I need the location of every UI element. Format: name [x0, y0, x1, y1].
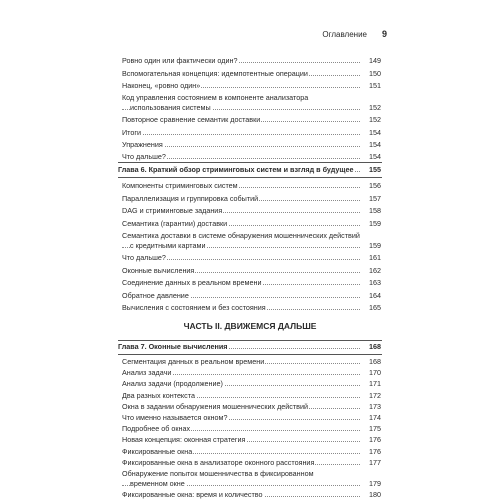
- toc-entry-title: Компоненты стриминговых систем: [122, 181, 238, 190]
- toc-entry-page: 159: [369, 218, 381, 228]
- toc-entry-page: 154: [369, 139, 381, 149]
- toc-entry-title-continued: временном окне: [130, 479, 185, 488]
- toc-entry: [0, 424, 500, 434]
- toc-entry-title: Новая концепция: оконная стратегия: [122, 435, 246, 445]
- toc-entry-title: Два разных контекста: [122, 390, 195, 400]
- toc-entry-title: Анализ задачи (продолжение): [122, 379, 223, 389]
- toc-entry: [0, 402, 500, 412]
- toc-entry-title: Повторное сравнение семантик доставки: [122, 115, 261, 124]
- toc-entry-page: 168: [369, 357, 381, 366]
- toc-entry: [0, 447, 500, 457]
- toc-entry: [0, 140, 500, 150]
- toc-entry: [0, 69, 500, 79]
- toc-entry-title-continued: с кредитными картами: [130, 241, 206, 250]
- toc-entry-page: 155: [369, 165, 381, 174]
- toc-entry-page: 175: [369, 424, 381, 434]
- toc-entry-page: 152: [369, 103, 381, 112]
- chapter-rule-top: [118, 340, 382, 341]
- toc-entry: [0, 231, 500, 251]
- toc-entry-page: 172: [369, 390, 381, 400]
- toc-entry-page: 164: [369, 290, 381, 300]
- chapter-heading: [0, 165, 500, 175]
- chapter-rule-bottom: [118, 177, 382, 178]
- toc-entry: [0, 379, 500, 389]
- toc-entry: [0, 368, 500, 378]
- toc-entry: [0, 469, 500, 489]
- toc-entry-title: Глава 7. Оконные вычисления: [118, 342, 228, 351]
- toc-entry-title: Подробнее об окнах: [122, 424, 191, 434]
- toc-entry-title: Окна в задании обнаружения мошеннических действий: [122, 401, 309, 411]
- toc-entry-page: 152: [369, 115, 381, 124]
- toc-entry-page: 180: [369, 490, 381, 499]
- toc-entry-page: 176: [369, 435, 381, 445]
- toc-entry: [0, 181, 500, 191]
- toc-entry-title-continued: использования системы: [130, 103, 211, 112]
- toc-entry-title: Вычисления с состоянием и без состояния: [122, 303, 266, 312]
- toc-entry-page: 171: [369, 379, 381, 389]
- toc-entry-page: 173: [369, 401, 381, 411]
- toc-entry: [0, 357, 500, 367]
- toc-entry: [0, 152, 500, 162]
- toc-entry: [0, 128, 500, 138]
- toc-entry-title: Сегментация данных в реальном времени: [122, 357, 265, 366]
- toc-entry-title: Анализ задачи: [122, 368, 172, 378]
- toc-entry-page: 154: [369, 127, 381, 137]
- toc-entry-title: Оконные вычисления: [122, 265, 195, 275]
- toc-entry: [0, 81, 500, 91]
- toc-entry: [0, 115, 500, 125]
- toc-entry-title: DAG и стриминговые задания: [122, 206, 223, 215]
- toc-entry-title: Семантика доставки в системе обнаружения мошеннических действий: [122, 231, 360, 240]
- toc-entry-title: Фиксированные окна: время и количество: [122, 490, 263, 499]
- chapter-heading: [0, 342, 500, 352]
- toc-entry-title: Фиксированные окна в анализаторе оконного расстояния: [122, 457, 315, 467]
- toc-entry: [0, 206, 500, 216]
- toc-entry-title: Фиксированные окна: [122, 446, 193, 456]
- toc-entry: [0, 93, 500, 113]
- toc-entry-title: Обратное давление: [122, 290, 189, 300]
- toc-entry-page: 151: [369, 81, 381, 90]
- toc-entry-page: 174: [369, 413, 381, 422]
- toc-entry: [0, 458, 500, 468]
- toc-entry-page: 161: [369, 253, 381, 262]
- toc-entry-title: Вспомогательная концепция: идемпотентные операции: [122, 68, 308, 78]
- chapter-rule-top: [118, 162, 382, 163]
- toc-entry-page: 159: [369, 241, 381, 250]
- toc-entry-page: 176: [369, 446, 381, 456]
- toc-entry-title: Семантика (гарантии) доставки: [122, 218, 228, 228]
- chapter-rule-bottom: [118, 354, 382, 355]
- toc-entry-title: Обнаружение попыток мошенничества в фиксированном: [122, 469, 314, 478]
- toc-entry: [0, 194, 500, 204]
- toc-entry-title: Параллелизация и группировка событий: [122, 194, 259, 203]
- toc-entry-page: 157: [369, 194, 381, 203]
- toc-entry-page: 163: [369, 278, 381, 287]
- toc-entry: [0, 56, 500, 66]
- toc-entry-page: 165: [369, 303, 381, 312]
- toc-entry-page: 158: [369, 206, 381, 215]
- toc-entry: [0, 303, 500, 313]
- toc-entry-page: 149: [369, 56, 381, 65]
- toc-entry: [0, 291, 500, 301]
- toc-entry-title: Итоги: [122, 127, 142, 137]
- toc-entry-page: 154: [369, 152, 381, 161]
- running-title: Оглавление: [322, 30, 367, 39]
- page-number: 9: [382, 29, 388, 39]
- toc-entry-page: 156: [369, 181, 381, 190]
- toc-entry-title: Ровно один или фактически один?: [122, 56, 238, 65]
- toc-entry-page: 179: [369, 479, 381, 488]
- toc-entry: [0, 278, 500, 288]
- toc-entry-title: Глава 6. Краткий обзор стриминговых систем и взгляд в будущее: [118, 165, 354, 174]
- toc-entry: [0, 391, 500, 401]
- dot-leader: [122, 128, 360, 135]
- toc-entry-page: 177: [369, 457, 381, 467]
- toc-entry-title: Что дальше?: [122, 253, 166, 262]
- toc-entry-page: 162: [369, 265, 381, 275]
- toc-entry-title: Упражнения: [122, 139, 163, 149]
- toc-entry: [0, 435, 500, 445]
- toc-entry-page: 150: [369, 68, 381, 78]
- toc-entry: [0, 490, 500, 500]
- toc-entry-title: Код управления состоянием в компоненте анализатора: [122, 93, 309, 102]
- toc-entry-title: Что дальше?: [122, 152, 166, 161]
- toc-entry-title: Что именно называется окном?: [122, 413, 228, 422]
- toc-entry: [0, 413, 500, 423]
- toc-entry-page: 170: [369, 368, 381, 378]
- toc-entry: [0, 266, 500, 276]
- toc-entry: [0, 219, 500, 229]
- part-title: ЧАСТЬ II. ДВИЖЕМСЯ ДАЛЬШЕ: [183, 321, 317, 331]
- toc-entry-page: 168: [369, 342, 381, 351]
- toc-entry-title: Наконец, «ровно один»: [122, 81, 201, 90]
- toc-entry-title: Соединение данных в реальном времени: [122, 278, 262, 287]
- toc-entry: [0, 253, 500, 263]
